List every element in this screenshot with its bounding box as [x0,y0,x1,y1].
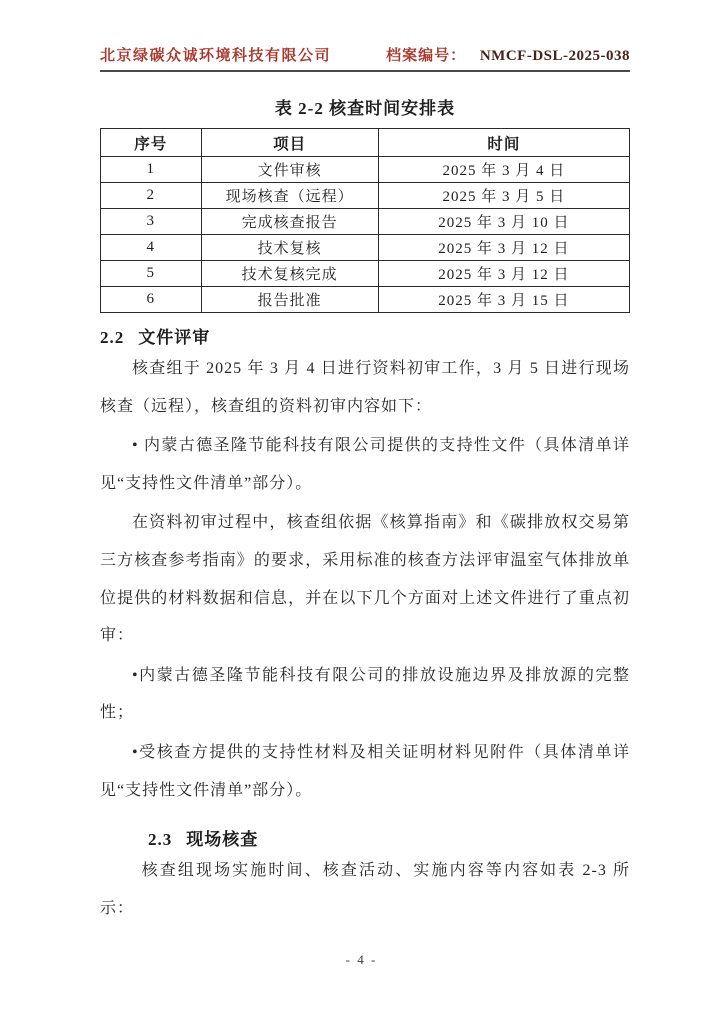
cell-time: 2025 年 3 月 15 日 [378,287,629,313]
table-row [101,261,630,287]
table-row [101,287,630,313]
verification-schedule-table [100,128,630,313]
page-number: - 4 - [345,952,378,967]
section-number: 2.3 [148,830,173,850]
archive-id [386,44,630,65]
column-header-time: 时间 [378,129,629,157]
cell-item: 技术复核完成 [201,261,378,287]
cell-no: 5 [101,261,202,287]
cell-no: 3 [101,209,202,235]
table-row [101,183,630,209]
cell-item: 完成核查报告 [201,209,378,235]
table-body [101,157,630,313]
cell-item: 技术复核 [201,235,378,261]
cell-item: 报告批准 [201,287,378,313]
cell-item: 文件审核 [201,157,378,183]
archive-label: 档案编号： [386,48,467,64]
cell-time: 2025 年 3 月 10 日 [378,209,629,235]
cell-no: 4 [101,235,202,261]
column-header-item: 项目 [201,129,378,157]
table-caption: 表 2-2 核查时间安排表 [274,99,456,118]
table-header-row [101,129,630,157]
cell-no: 1 [101,157,202,183]
bullet-item: • 内蒙古德圣隆节能科技有限公司提供的支持性文件（具体清单详见“支持性文件清单”部分）。 [100,437,630,492]
cell-no: 6 [101,287,202,313]
table-header [101,129,630,157]
bullet-item: •受核查方提供的支持性材料及相关证明材料见附件（具体清单详见“支持性文件清单”部分）。 [100,743,630,799]
cell-time: 2025 年 3 月 12 日 [378,261,629,287]
paragraph: 核查组于 2025 年 3 月 4 日进行资料初审工作，3 月 5 日进行现场核查（远程），核查组的资料初审内容如下： [100,360,630,415]
table-row [101,235,630,261]
document-header [100,44,630,72]
section-number: 2.2 [100,328,125,347]
table-row [101,209,630,235]
section-title: 文件评审 [138,328,211,347]
cell-item: 现场核查（远程） [201,183,378,209]
section-title: 现场核查 [186,830,259,850]
paragraph: 在资料初审过程中，核查组依据《核算指南》和《碳排放权交易第三方核查参考指南》的要求，采用标准的核查方法评审温室气体排放单位提供的材料数据和信息，并在以下几个方面对上述文件进行了重点初审： [100,514,630,645]
cell-time: 2025 年 3 月 5 日 [378,183,629,209]
page-content [0,44,723,927]
bullet-item: •内蒙古德圣隆节能科技有限公司的排放设施边界及排放源的完整性； [100,666,630,722]
table-row [101,157,630,183]
cell-no: 2 [101,183,202,209]
section-heading-2-2 [100,323,630,348]
cell-time: 2025 年 3 月 4 日 [378,157,629,183]
archive-number: NMCF-DSL-2025-038 [479,48,630,64]
company-name: 北京绿碳众诚环境科技有限公司 [100,48,332,64]
section-heading-2-3 [100,825,630,850]
cell-time: 2025 年 3 月 12 日 [378,235,629,261]
paragraph: 核查组现场实施时间、核查活动、实施内容等内容如表 2-3 所示： [100,862,630,917]
column-header-no: 序号 [101,129,202,157]
